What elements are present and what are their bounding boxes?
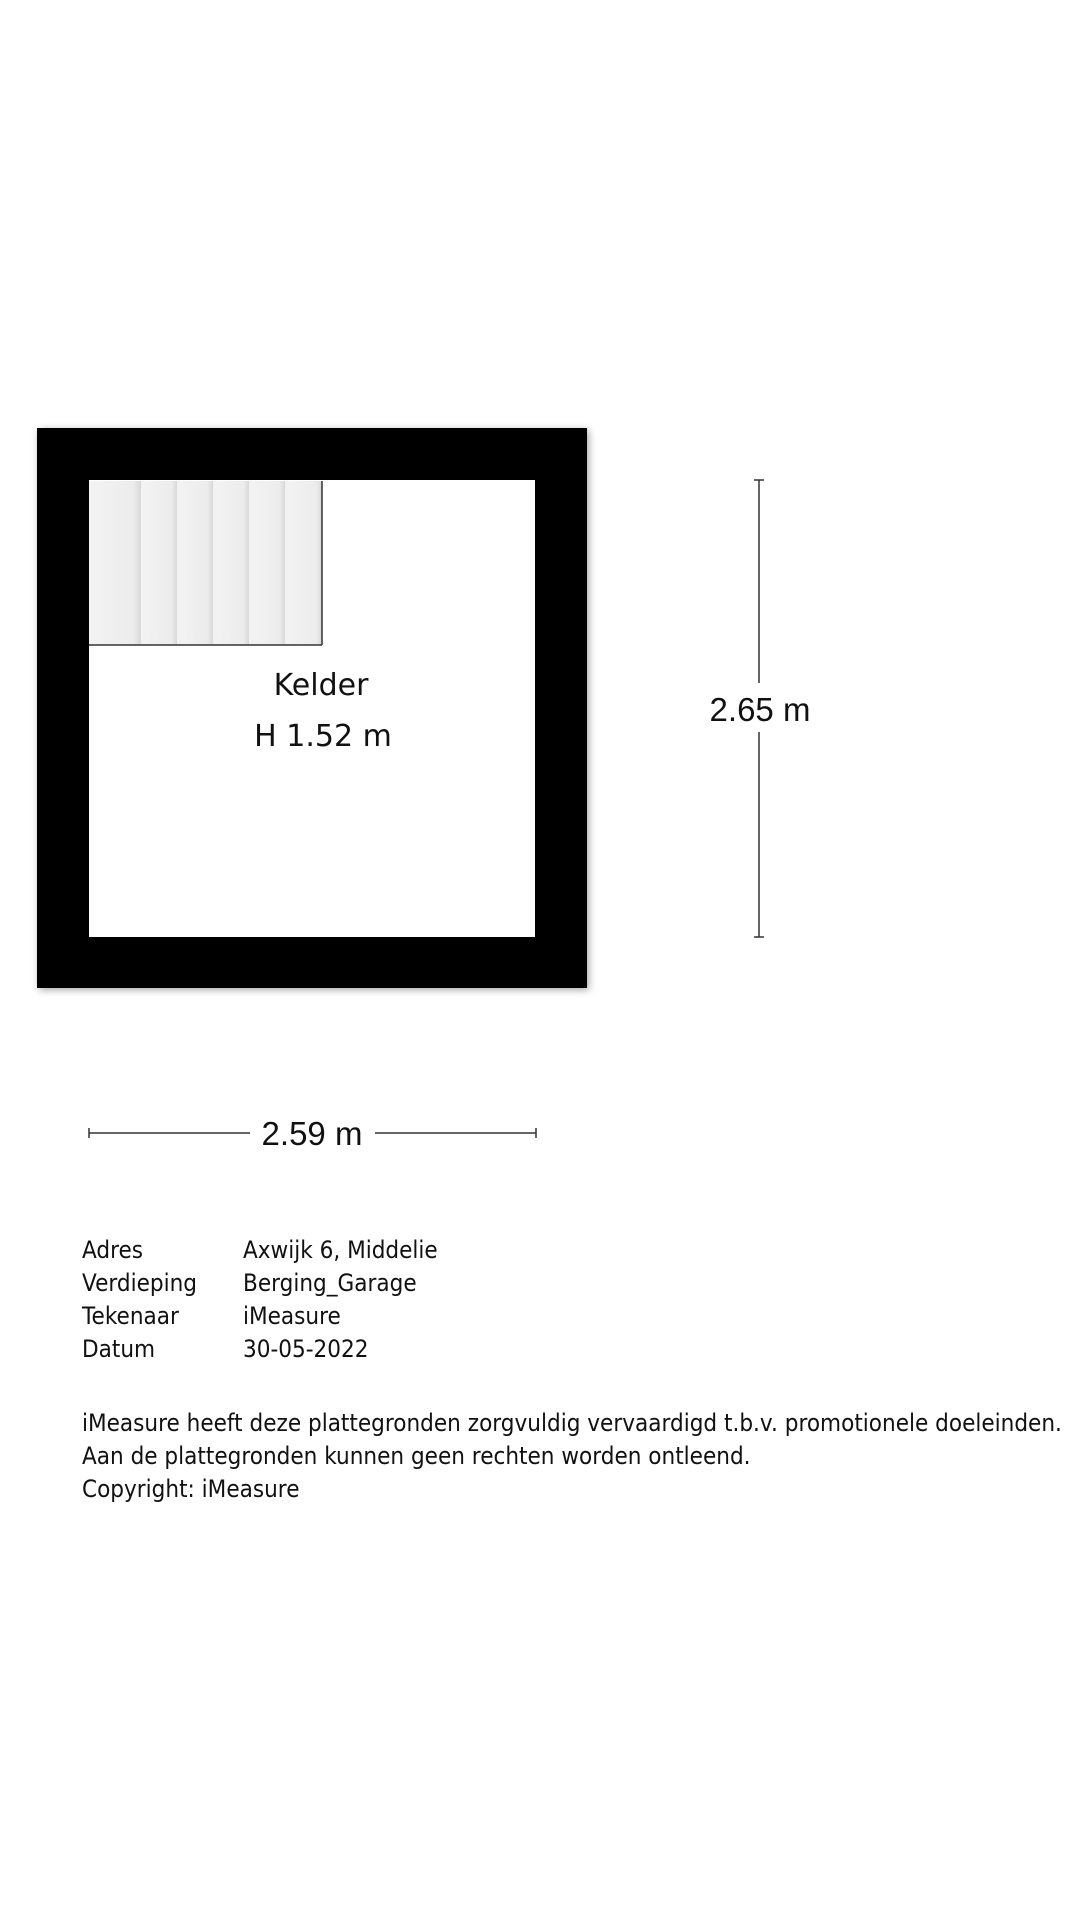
dimension-height-label: 2.65 m [709, 691, 811, 728]
room-name: Kelder [273, 668, 369, 703]
info-row-tekenaar [82, 1300, 459, 1333]
stair-step [213, 481, 249, 645]
info-value: iMeasure [243, 1302, 341, 1330]
info-label: Verdieping [82, 1269, 198, 1297]
info-row-adres [82, 1234, 459, 1267]
staircase [89, 481, 322, 645]
dimension-width-label: 2.59 m [261, 1115, 363, 1152]
info-label: Tekenaar [82, 1302, 179, 1330]
stair-step [249, 481, 285, 645]
room-height: H 1.52 m [254, 719, 392, 754]
disclaimer [82, 1407, 1062, 1506]
stair-step [177, 481, 213, 645]
stair-step [89, 481, 141, 645]
info-value: Berging_Garage [243, 1269, 417, 1297]
info-label: Datum [82, 1335, 156, 1363]
stair-step [285, 481, 322, 645]
info-row-datum [82, 1333, 459, 1366]
info-row-verdieping [82, 1267, 459, 1300]
disclaimer-line: iMeasure heeft deze plattegronden zorgvuldig vervaardigd t.b.v. promotionele doeleinden. [82, 1409, 1062, 1437]
info-value: Axwijk 6, Middelie [243, 1236, 438, 1264]
disclaimer-line: Aan de plattegronden kunnen geen rechten worden ontleend. [82, 1442, 751, 1470]
info-table [82, 1234, 459, 1366]
stair-step [141, 481, 177, 645]
info-label: Adres [82, 1236, 144, 1264]
copyright-line: Copyright: iMeasure [82, 1475, 300, 1503]
info-value: 30-05-2022 [243, 1335, 369, 1363]
